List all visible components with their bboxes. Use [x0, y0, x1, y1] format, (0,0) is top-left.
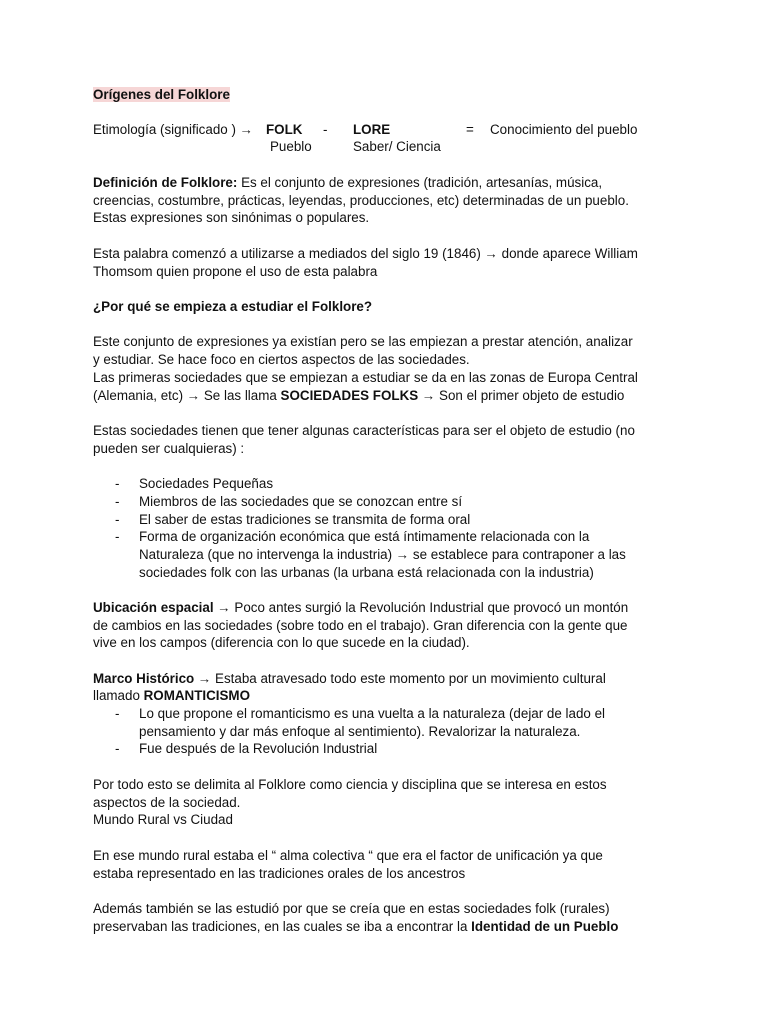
list-bullet: -	[115, 494, 120, 509]
identity-line-1: Además también se las estudió por que se creía que en estas sociedades folk (rurales)	[93, 901, 610, 916]
list-bullet: -	[115, 741, 120, 756]
origin-line-1: Esta palabra comenzó a utilizarse a mediados del siglo 19 (1846) → donde aparece William	[93, 246, 638, 261]
document-title	[93, 86, 230, 104]
why-line-1: Este conjunto de expresiones ya existían pero se las empiezan a prestar atención, analizar	[93, 334, 633, 349]
historical-label: Marco Histórico	[93, 671, 195, 686]
why-heading: ¿Por qué se empieza a estudiar el Folklore?	[93, 299, 373, 314]
conclusion-line-1: Por todo esto se delimita al Folklore como ciencia y disciplina que se interesa en estos	[93, 777, 607, 792]
conclusion-line-2: aspectos de la sociedad.	[93, 795, 241, 810]
collective-line-2: estaba representado en las tradiciones orales de los ancestros	[93, 866, 466, 881]
why-line-3: Las primeras sociedades que se empiezan a estudiar se da en las zonas de Europa Central	[93, 370, 638, 385]
characteristics-intro-2: pueden ser cualquieras) :	[93, 441, 245, 456]
conclusion-line-3: Mundo Rural vs Ciudad	[93, 812, 233, 827]
list-item: Miembros de las sociedades que se conozcan entre sí	[139, 494, 463, 509]
identity-term: Identidad de un Pueblo	[471, 919, 619, 934]
identity-line-2-pre: preservaban las tradiciones, en las cuales se iba a encontrar la	[93, 919, 472, 934]
list-item: Lo que propone el romanticismo es una vuelta a la naturaleza (dejar de lado el	[139, 706, 605, 721]
etymology-label: Etimología (significado ) →	[93, 122, 254, 137]
historical-line-1	[93, 670, 606, 688]
characteristics-intro-1: Estas sociedades tienen que tener algunas características para ser el objeto de estudio (no	[93, 423, 635, 438]
list-bullet: -	[115, 706, 120, 721]
etymology-meaning: Conocimiento del pueblo	[490, 122, 638, 137]
definition-line-2: creencias, costumbre, prácticas, leyendas, producciones, etc) determinadas de un pueblo.	[93, 193, 629, 208]
why-line-4-bold: SOCIEDADES FOLKS	[280, 388, 419, 403]
definition-text-1: Es el conjunto de expresiones (tradición, artesanías, música,	[237, 175, 603, 190]
list-item-continuation: pensamiento y dar más enfoque al sentimiento). Revalorizar la naturaleza.	[139, 724, 581, 739]
etymology-folk: FOLK	[266, 122, 303, 137]
definition-label: Definición de Folklore:	[93, 175, 238, 190]
location-text-1: → Poco antes surgió la Revolución Industrial que provocó un montón	[213, 600, 629, 615]
historical-line-2	[93, 687, 250, 705]
location-line-3: vive en los campos (diferencia con lo que sucede en la ciudad).	[93, 635, 470, 650]
etymology-dash: -	[323, 122, 328, 137]
list-item: Sociedades Pequeñas	[139, 476, 274, 491]
why-line-4-post: → Son el primer objeto de estudio	[418, 388, 625, 403]
why-line-4	[93, 387, 624, 405]
etymology-lore: LORE	[353, 122, 391, 137]
why-line-2: y estudiar. Se hace foco en ciertos aspectos de las sociedades.	[93, 352, 470, 367]
historical-text-1: → Estaba atravesado todo este momento por un movimiento cultural	[194, 671, 606, 686]
list-item-continuation: sociedades folk con las urbanas (la urbana está relacionada con la industria)	[139, 565, 594, 580]
why-line-4-pre: (Alemania, etc) → Se las llama	[93, 388, 281, 403]
etymology-folk-meaning: Pueblo	[270, 139, 312, 154]
identity-line-2	[93, 918, 618, 936]
historical-line-2-pre: llamado	[93, 688, 144, 703]
list-bullet: -	[115, 512, 120, 527]
location-line-1	[93, 599, 628, 617]
list-bullet: -	[115, 529, 120, 544]
etymology-equals: =	[466, 122, 474, 137]
etymology-lore-meaning: Saber/ Ciencia	[353, 139, 441, 154]
definition-line-3: Estas expresiones son sinónimas o populares.	[93, 210, 370, 225]
location-line-2: de cambios en las sociedades (sobre todo en el trabajo). Gran diferencia con la gente que	[93, 618, 628, 633]
location-label: Ubicación espacial	[93, 600, 214, 615]
romanticismo-term: ROMANTICISMO	[143, 688, 250, 703]
list-item: El saber de estas tradiciones se transmita de forma oral	[139, 512, 471, 527]
list-item: Forma de organización económica que está íntimamente relacionada con la	[139, 529, 590, 544]
list-item: Fue después de la Revolución Industrial	[139, 741, 378, 756]
list-bullet: -	[115, 476, 120, 491]
list-item-continuation: Naturaleza (que no intervenga la industria) → se establece para contraponer a las	[139, 547, 626, 562]
collective-line-1: En ese mundo rural estaba el “ alma colectiva “ que era el factor de unificación ya que	[93, 848, 603, 863]
title-highlight: Orígenes del Folklore	[93, 87, 230, 102]
origin-line-2: Thomsom quien propone el uso de esta palabra	[93, 264, 378, 279]
definition-line-1	[93, 174, 602, 192]
